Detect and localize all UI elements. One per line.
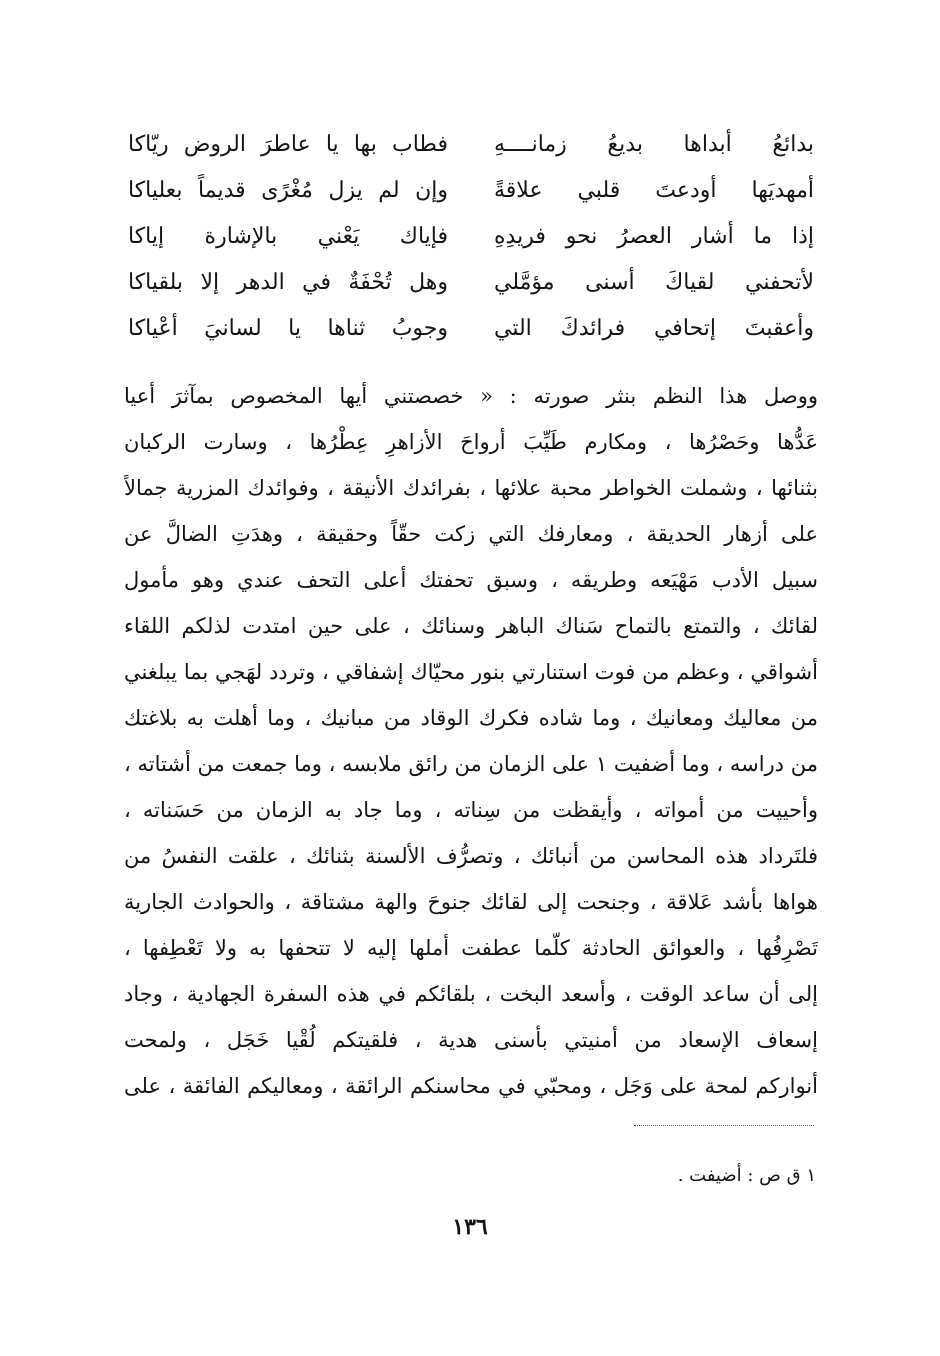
prose-line: فلتَرداد هذه المحاسن من أنبائك ، وتصرُّف الألسنة بثنائك ، علقت النفسُ من [124, 844, 818, 868]
prose-paragraph [124, 373, 818, 1109]
verse-second-hemistich: فطاب بها يا عاطرَ الروض ريّاكا [128, 132, 448, 157]
poem-verse [128, 122, 814, 168]
prose-line: ووصل هذا النظم بنثر صورته : « خصصتني أيها المخصوص بمآثرَ أعيا [124, 384, 818, 408]
verse-first-hemistich: لأتحفني لقياكَ أسنى مؤمَّلي [494, 270, 814, 295]
verse-first-hemistich: أمهديَها أودعتَ قلبي علاقةً [494, 178, 814, 203]
prose-line: بثنائها ، وشملت الخواطر محبة علائها ، بفرائدك الأنيقة ، وفوائدك المزرية جمالاً [124, 476, 818, 500]
verse-first-hemistich: بدائعُ أبداها بديعُ زمانــــهِ [494, 132, 814, 157]
verse-first-hemistich: وأعقبتَ إتحافي فرائدكَ التي [494, 316, 814, 341]
prose-line: سبيل الأدب مَهْيَعه وطريقه ، وسبق تحفتك أعلى التحف عندي وهو مأمول [124, 568, 818, 592]
verse-second-hemistich: فإياك يَعْني بالإشارة إياكا [128, 224, 448, 249]
prose-line: هواها بأشد عَلاقة ، وجنحت إلى لقائك جنوحَ والهة مشتاقة ، والحوادث الجارية [124, 890, 818, 914]
poem-verse [128, 214, 814, 260]
footnote-separator [634, 1125, 814, 1126]
poem-block [128, 122, 814, 352]
footnote: ١ ق ص : أضيفت . [677, 1165, 816, 1186]
prose-line: إسعاف الإسعاد من أمنيتي بأسنى هدية ، فلقيتكم لُقْيا خَجَل ، ولمحت [124, 1028, 818, 1052]
prose-line: عَدُّها وحَصْرُها ، ومكارم طَيِّبَ أرواحَ الأزاهرِ عِطْرُها ، وسارت الركبان [124, 430, 818, 454]
verse-second-hemistich: وجوبُ ثناها يا لسانيَ أعْياكا [128, 316, 448, 341]
prose-line: أشواقي ، وعظم من فوت استنارتي بنور محيّاك إشفاقي ، وتردد لهَجي بما يبلغني [124, 660, 818, 684]
prose-line: على أزهار الحديقة ، ومعارفك التي زكت حقّاً وحقيقة ، وهدَتِ الضالَّ عن [124, 522, 818, 546]
poem-verse [128, 168, 814, 214]
prose-line: أنواركم لمحة على وَجَل ، ومحبّي في محاسنكم الرائقة ، ومعاليكم الفائقة ، على [124, 1074, 818, 1098]
page-number: ١٣٦ [452, 1214, 488, 1240]
verse-second-hemistich: وهل تُحْفَةٌ في الدهر إلا بلقياكا [128, 270, 448, 295]
poem-verse [128, 306, 814, 352]
poem-verse [128, 260, 814, 306]
prose-line: تَصْرِفُها ، والعوائق الحادثة كلّما عطفت أملها إليه لا تتحفها به ولا تَعْطِفها ، [124, 936, 818, 960]
prose-line: إلى أن ساعد الوقت ، وأسعد البخت ، بلقائكم في هذه السفرة الجهادية ، وجاد [124, 982, 818, 1006]
verse-first-hemistich: إذا ما أشار العصرُ نحو فريدِهِ [494, 224, 814, 249]
prose-line: من معاليك ومعانيك ، وما شاده فكرك الوقاد من مبانيك ، وما أهلت به بلاغتك [124, 706, 818, 730]
prose-line: من دراسه ، وما أضفيت ١ على الزمان من رائق ملابسه ، وما جمعت من أشتاته ، [124, 752, 818, 776]
prose-line: لقائك ، والتمتع بالتماح سَناك الباهر وسنائك ، على حين امتدت لذلكم اللقاء [124, 614, 818, 638]
prose-line: وأحييت من أمواته ، وأيقظت من سِناته ، وما جاد به الزمان من حَسَناته ، [124, 798, 818, 822]
verse-second-hemistich: وإن لم يزل مُغْرًى قديماً بعلياكا [128, 178, 448, 203]
